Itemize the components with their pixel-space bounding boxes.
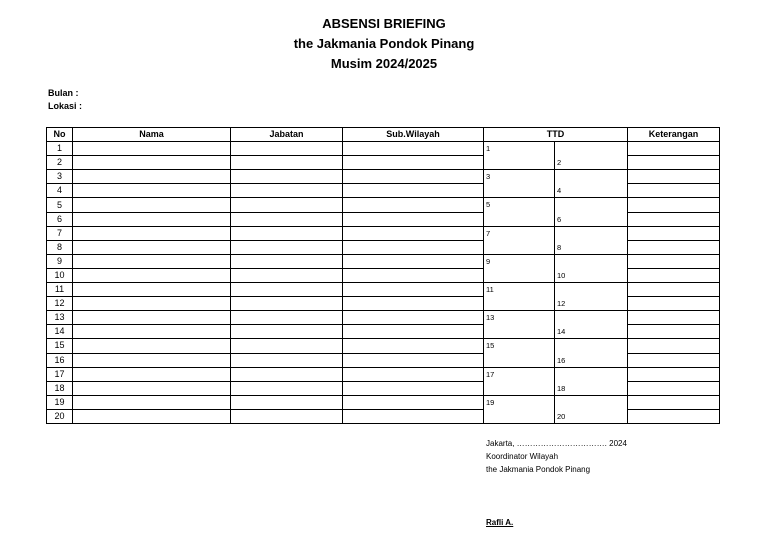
ttd-cell-right: 2 <box>555 142 628 170</box>
cell-keterangan <box>628 283 720 297</box>
attendance-table <box>46 127 720 424</box>
cell-jabatan <box>231 184 343 198</box>
cell-jabatan <box>231 198 343 212</box>
cell-jabatan <box>231 339 343 353</box>
table-row <box>47 170 720 184</box>
cell-nama <box>73 198 231 212</box>
ttd-cell-left: 15 <box>484 339 555 367</box>
ttd-cell-left: 13 <box>484 311 555 339</box>
ttd-cell-right: 4 <box>555 170 628 198</box>
row-number: 15 <box>47 339 73 353</box>
cell-nama <box>73 268 231 282</box>
ttd-cell-left: 17 <box>484 367 555 395</box>
ttd-cell-left: 9 <box>484 254 555 282</box>
cell-nama <box>73 339 231 353</box>
cell-keterangan <box>628 240 720 254</box>
table-row <box>47 142 720 156</box>
cell-nama <box>73 283 231 297</box>
cell-nama <box>73 226 231 240</box>
cell-jabatan <box>231 283 343 297</box>
doc-title: ABSENSI BRIEFING <box>322 16 446 31</box>
row-number: 13 <box>47 311 73 325</box>
ttd-cell-left: 7 <box>484 226 555 254</box>
cell-sub-wilayah <box>343 184 484 198</box>
table-row <box>47 226 720 240</box>
cell-jabatan <box>231 311 343 325</box>
cell-keterangan <box>628 212 720 226</box>
col-header-keterangan: Keterangan <box>628 128 720 142</box>
cell-sub-wilayah <box>343 198 484 212</box>
col-header-no: No <box>47 128 73 142</box>
cell-keterangan <box>628 170 720 184</box>
cell-nama <box>73 254 231 268</box>
cell-jabatan <box>231 268 343 282</box>
cell-nama <box>73 367 231 381</box>
cell-sub-wilayah <box>343 297 484 311</box>
signature-role: Koordinator Wilayah <box>486 452 559 461</box>
cell-keterangan <box>628 297 720 311</box>
cell-keterangan <box>628 367 720 381</box>
cell-jabatan <box>231 170 343 184</box>
ttd-cell-left: 5 <box>484 198 555 226</box>
row-number: 20 <box>47 409 73 423</box>
ttd-cell-right: 12 <box>555 283 628 311</box>
cell-keterangan <box>628 353 720 367</box>
cell-keterangan <box>628 254 720 268</box>
row-number: 1 <box>47 142 73 156</box>
col-header-sub-wilayah: Sub.Wilayah <box>343 128 484 142</box>
signature-org: the Jakmania Pondok Pinang <box>486 465 591 474</box>
row-number: 9 <box>47 254 73 268</box>
cell-nama <box>73 409 231 423</box>
ttd-cell-right: 16 <box>555 339 628 367</box>
row-number: 4 <box>47 184 73 198</box>
ttd-cell-left: 19 <box>484 395 555 423</box>
cell-sub-wilayah <box>343 170 484 184</box>
cell-sub-wilayah <box>343 395 484 409</box>
doc-subtitle: the Jakmania Pondok Pinang <box>293 36 475 51</box>
table-body <box>47 142 720 424</box>
row-number: 7 <box>47 226 73 240</box>
cell-sub-wilayah <box>343 268 484 282</box>
cell-keterangan <box>628 311 720 325</box>
doc-season: Musim 2024/2025 <box>330 56 438 71</box>
col-header-ttd: TTD <box>484 128 628 142</box>
cell-keterangan <box>628 409 720 423</box>
ttd-cell-right: 6 <box>555 198 628 226</box>
cell-keterangan <box>628 381 720 395</box>
table-row <box>47 367 720 381</box>
cell-nama <box>73 212 231 226</box>
cell-sub-wilayah <box>343 142 484 156</box>
ttd-cell-left: 1 <box>484 142 555 170</box>
table-row <box>47 339 720 353</box>
cell-jabatan <box>231 297 343 311</box>
cell-jabatan <box>231 325 343 339</box>
ttd-cell-right: 18 <box>555 367 628 395</box>
row-number: 16 <box>47 353 73 367</box>
cell-jabatan <box>231 226 343 240</box>
cell-sub-wilayah <box>343 226 484 240</box>
cell-keterangan <box>628 325 720 339</box>
cell-jabatan <box>231 381 343 395</box>
row-number: 10 <box>47 268 73 282</box>
cell-sub-wilayah <box>343 156 484 170</box>
row-number: 18 <box>47 381 73 395</box>
cell-keterangan <box>628 268 720 282</box>
cell-sub-wilayah <box>343 254 484 268</box>
cell-jabatan <box>231 240 343 254</box>
cell-jabatan <box>231 254 343 268</box>
cell-nama <box>73 353 231 367</box>
cell-nama <box>73 395 231 409</box>
cell-sub-wilayah <box>343 409 484 423</box>
cell-keterangan <box>628 156 720 170</box>
cell-jabatan <box>231 353 343 367</box>
ttd-cell-left: 11 <box>484 283 555 311</box>
cell-nama <box>73 156 231 170</box>
cell-nama <box>73 325 231 339</box>
ttd-cell-right: 14 <box>555 311 628 339</box>
row-number: 6 <box>47 212 73 226</box>
cell-sub-wilayah <box>343 240 484 254</box>
cell-jabatan <box>231 156 343 170</box>
col-header-nama: Nama <box>73 128 231 142</box>
cell-keterangan <box>628 395 720 409</box>
cell-nama <box>73 184 231 198</box>
row-number: 17 <box>47 367 73 381</box>
cell-sub-wilayah <box>343 367 484 381</box>
table-row <box>47 254 720 268</box>
cell-sub-wilayah <box>343 311 484 325</box>
cell-sub-wilayah <box>343 212 484 226</box>
cell-nama <box>73 170 231 184</box>
col-header-jabatan: Jabatan <box>231 128 343 142</box>
table-row <box>47 198 720 212</box>
cell-keterangan <box>628 184 720 198</box>
cell-sub-wilayah <box>343 339 484 353</box>
cell-keterangan <box>628 226 720 240</box>
table-row <box>47 395 720 409</box>
table-header-row <box>47 128 720 142</box>
signature-name: Rafli A. <box>486 518 514 527</box>
lokasi-label: Lokasi : <box>48 101 83 111</box>
row-number: 19 <box>47 395 73 409</box>
ttd-cell-right: 20 <box>555 395 628 423</box>
cell-jabatan <box>231 395 343 409</box>
row-number: 12 <box>47 297 73 311</box>
cell-keterangan <box>628 142 720 156</box>
cell-jabatan <box>231 409 343 423</box>
ttd-cell-right: 10 <box>555 254 628 282</box>
ttd-cell-left: 3 <box>484 170 555 198</box>
table-row <box>47 311 720 325</box>
row-number: 2 <box>47 156 73 170</box>
cell-nama <box>73 311 231 325</box>
row-number: 3 <box>47 170 73 184</box>
cell-nama <box>73 240 231 254</box>
cell-jabatan <box>231 367 343 381</box>
ttd-cell-right: 8 <box>555 226 628 254</box>
table-row <box>47 283 720 297</box>
cell-sub-wilayah <box>343 353 484 367</box>
row-number: 11 <box>47 283 73 297</box>
cell-jabatan <box>231 212 343 226</box>
cell-nama <box>73 297 231 311</box>
cell-sub-wilayah <box>343 283 484 297</box>
cell-jabatan <box>231 142 343 156</box>
row-number: 14 <box>47 325 73 339</box>
cell-keterangan <box>628 198 720 212</box>
cell-sub-wilayah <box>343 381 484 395</box>
cell-keterangan <box>628 339 720 353</box>
cell-nama <box>73 142 231 156</box>
row-number: 8 <box>47 240 73 254</box>
bulan-label: Bulan : <box>48 88 79 98</box>
cell-nama <box>73 381 231 395</box>
signature-place-date: Jakarta, ……………………………. 2024 <box>486 439 627 448</box>
row-number: 5 <box>47 198 73 212</box>
cell-sub-wilayah <box>343 325 484 339</box>
